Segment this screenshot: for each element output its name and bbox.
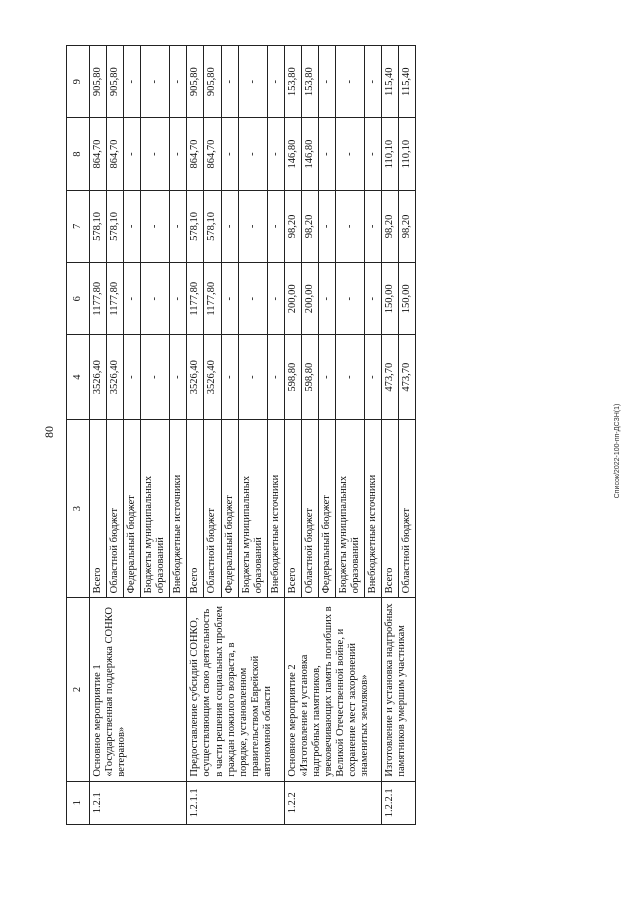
value-cell: - xyxy=(141,335,170,419)
value-cell: 905,80 xyxy=(204,46,221,118)
value-cell: - xyxy=(124,46,141,118)
value-cell: - xyxy=(318,335,335,419)
value-cell: - xyxy=(141,263,170,335)
header-row xyxy=(67,46,90,825)
row-code: 1.2.1.1 xyxy=(187,781,284,824)
funding-source: Федеральный бюджет xyxy=(124,419,141,597)
value-cell: - xyxy=(124,118,141,190)
value-cell: 200,00 xyxy=(284,263,301,335)
value-cell: - xyxy=(318,263,335,335)
funding-source: Бюджеты муниципальных образований xyxy=(238,419,267,597)
value-cell: - xyxy=(170,263,187,335)
value-cell: 578,10 xyxy=(204,190,221,262)
value-cell: 98,20 xyxy=(284,190,301,262)
value-cell: - xyxy=(221,46,238,118)
row-code: 1.2.2 xyxy=(284,781,381,824)
value-cell: 905,80 xyxy=(187,46,204,118)
value-cell: - xyxy=(318,118,335,190)
funding-source: Всего xyxy=(284,419,301,597)
value-cell: 98,20 xyxy=(301,190,318,262)
value-cell: - xyxy=(141,46,170,118)
value-cell: 905,80 xyxy=(107,46,124,118)
value-cell: 98,20 xyxy=(399,190,416,262)
value-cell: 578,10 xyxy=(187,190,204,262)
funding-source: Всего xyxy=(90,419,107,597)
col-header: 1 xyxy=(67,781,90,824)
value-cell: 3526,40 xyxy=(90,335,107,419)
value-cell: 578,10 xyxy=(107,190,124,262)
value-cell: - xyxy=(221,335,238,419)
value-cell: 905,80 xyxy=(90,46,107,118)
col-header: 3 xyxy=(67,419,90,597)
funding-source: Внебюджетные источники xyxy=(267,419,284,597)
value-cell: - xyxy=(267,118,284,190)
value-cell: - xyxy=(124,263,141,335)
value-cell: 115,40 xyxy=(382,46,399,118)
funding-source: Внебюджетные источники xyxy=(365,419,382,597)
value-cell: - xyxy=(365,190,382,262)
col-header: 2 xyxy=(67,598,90,781)
value-cell: - xyxy=(365,46,382,118)
value-cell: - xyxy=(221,263,238,335)
value-cell: - xyxy=(267,263,284,335)
row-code: 1.2.2.1 xyxy=(382,781,416,824)
value-cell: - xyxy=(335,118,364,190)
value-cell: - xyxy=(335,263,364,335)
row-code: 1.2.1 xyxy=(90,781,187,824)
value-cell: 98,20 xyxy=(382,190,399,262)
value-cell: - xyxy=(221,190,238,262)
table-row xyxy=(90,46,107,825)
col-header: 6 xyxy=(67,263,90,335)
funding-source: Бюджеты муниципальных образований xyxy=(141,419,170,597)
value-cell: - xyxy=(141,190,170,262)
value-cell: - xyxy=(221,118,238,190)
funding-source: Областной бюджет xyxy=(204,419,221,597)
value-cell: - xyxy=(335,46,364,118)
value-cell: - xyxy=(267,46,284,118)
value-cell: 110,10 xyxy=(399,118,416,190)
funding-source: Областной бюджет xyxy=(301,419,318,597)
value-cell: 864,70 xyxy=(204,118,221,190)
row-name: Основное мероприятие 2 «Изготовление и установка надгробных памятников, увековечивающих память погибших в Великой Отечественной войне, и сохранение мест захоронений знаменитых земляков» xyxy=(284,598,381,781)
table-container xyxy=(66,45,586,825)
value-cell: - xyxy=(318,190,335,262)
table-row xyxy=(187,46,204,825)
value-cell: - xyxy=(365,263,382,335)
value-cell: 1177,80 xyxy=(107,263,124,335)
value-cell: 864,70 xyxy=(90,118,107,190)
value-cell: - xyxy=(365,118,382,190)
value-cell: - xyxy=(238,46,267,118)
value-cell: 3526,40 xyxy=(204,335,221,419)
value-cell: 150,00 xyxy=(399,263,416,335)
col-header: 7 xyxy=(67,190,90,262)
value-cell: 1177,80 xyxy=(90,263,107,335)
funding-source: Областной бюджет xyxy=(107,419,124,597)
budget-table xyxy=(66,45,416,825)
value-cell: - xyxy=(170,190,187,262)
value-cell: - xyxy=(238,263,267,335)
col-header: 4 xyxy=(67,335,90,419)
col-header: 8 xyxy=(67,118,90,190)
table-row xyxy=(382,46,399,825)
funding-source: Бюджеты муниципальных образований xyxy=(335,419,364,597)
funding-source: Внебюджетные источники xyxy=(170,419,187,597)
row-name: Основное мероприятие 1 «Государственная поддержка СОНКО ветеранов» xyxy=(90,598,187,781)
value-cell: 1177,80 xyxy=(204,263,221,335)
col-header: 9 xyxy=(67,46,90,118)
funding-source: Федеральный бюджет xyxy=(221,419,238,597)
page-number: 80 xyxy=(42,426,56,438)
row-name: Изготовление и установка надгробных памятников умершим участникам xyxy=(382,598,416,781)
footer-doc-id: Список/2022-100-пп-ДСЗН(1) xyxy=(614,403,621,499)
value-cell: 598,80 xyxy=(284,335,301,419)
value-cell: - xyxy=(238,118,267,190)
value-cell: 864,70 xyxy=(187,118,204,190)
value-cell: - xyxy=(238,190,267,262)
value-cell: 1177,80 xyxy=(187,263,204,335)
value-cell: 200,00 xyxy=(301,263,318,335)
value-cell: - xyxy=(267,335,284,419)
funding-source: Всего xyxy=(382,419,399,597)
value-cell: 150,00 xyxy=(382,263,399,335)
value-cell: - xyxy=(124,190,141,262)
value-cell: 3526,40 xyxy=(107,335,124,419)
value-cell: 864,70 xyxy=(107,118,124,190)
value-cell: 578,10 xyxy=(90,190,107,262)
value-cell: 146,80 xyxy=(284,118,301,190)
value-cell: 473,70 xyxy=(382,335,399,419)
value-cell: - xyxy=(267,190,284,262)
table-row xyxy=(284,46,301,825)
funding-source: Федеральный бюджет xyxy=(318,419,335,597)
value-cell: - xyxy=(170,46,187,118)
value-cell: - xyxy=(318,46,335,118)
value-cell: - xyxy=(170,335,187,419)
value-cell: - xyxy=(170,118,187,190)
value-cell: 146,80 xyxy=(301,118,318,190)
row-name: Предоставление субсидий СОНКО, осуществляющим свою деятельность в части решения социальных проблем граждан пожилого возраста, в порядке, установленном правительством Еврейской автономной области xyxy=(187,598,284,781)
value-cell: - xyxy=(238,335,267,419)
funding-source: Всего xyxy=(187,419,204,597)
value-cell: 598,80 xyxy=(301,335,318,419)
value-cell: 115,40 xyxy=(399,46,416,118)
value-cell: 153,80 xyxy=(301,46,318,118)
value-cell: 110,10 xyxy=(382,118,399,190)
value-cell: - xyxy=(335,335,364,419)
value-cell: - xyxy=(141,118,170,190)
value-cell: - xyxy=(365,335,382,419)
funding-source: Областной бюджет xyxy=(399,419,416,597)
value-cell: - xyxy=(335,190,364,262)
value-cell: 3526,40 xyxy=(187,335,204,419)
value-cell: 473,70 xyxy=(399,335,416,419)
value-cell: - xyxy=(124,335,141,419)
value-cell: 153,80 xyxy=(284,46,301,118)
